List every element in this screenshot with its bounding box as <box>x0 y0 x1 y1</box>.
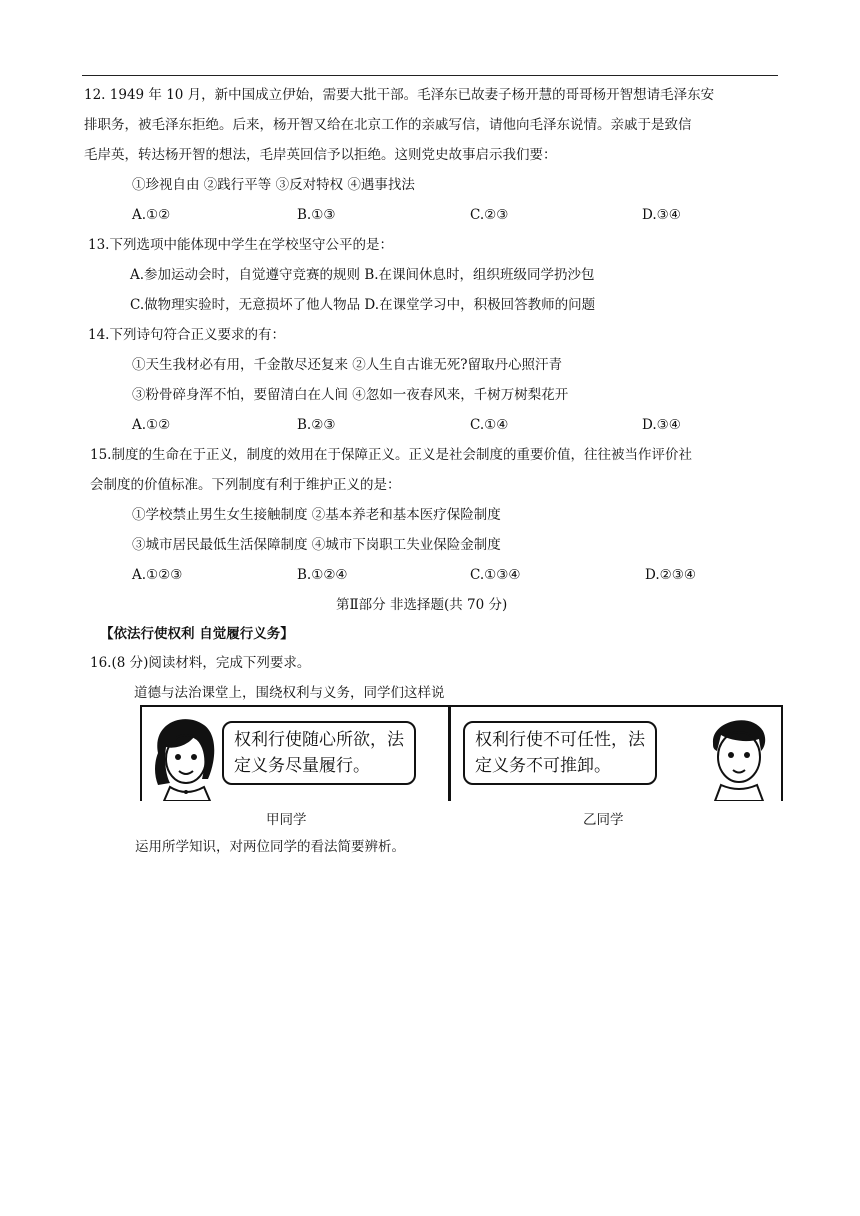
q14-line2: ③粉骨碎身浑不怕，要留清白在人间 ④忽如一夜春风来，千树万树梨花开 <box>132 387 569 403</box>
q13-stem: 13.下列选项中能体现中学生在学校坚守公平的是： <box>88 237 393 253</box>
q13-line1: A.参加运动会时，自觉遵守竞赛的规则 B.在课间休息时，组织班级同学扔沙包 <box>130 267 595 283</box>
caption-right: 乙同学 <box>583 812 624 828</box>
q15-option-b: B.①②④ <box>297 567 348 583</box>
q15-option-d: D.②③④ <box>645 567 696 583</box>
bubble-right-line1: 权利行使不可任性，法 <box>475 730 645 750</box>
q16-task: 运用所学知识，对两位同学的看法简要辨析。 <box>135 839 405 855</box>
header-rule <box>82 75 778 76</box>
q15-line2: 会制度的价值标准。下列制度有利于维护正义的是： <box>90 477 401 493</box>
speech-bubble-right <box>463 721 657 785</box>
q14-option-c: C.①④ <box>470 417 509 433</box>
q16-intro: 道德与法治课堂上，围绕权利与义务，同学们这样说 <box>134 685 445 701</box>
q12-option-c: C.②③ <box>470 207 509 223</box>
q12-option-a: A.①② <box>132 207 171 223</box>
caption-left: 甲同学 <box>266 812 307 828</box>
q15-option-c: C.①③④ <box>470 567 521 583</box>
q14-option-d: D.③④ <box>642 417 681 433</box>
q15-items-2: ③城市居民最低生活保障制度 ④城市下岗职工失业保险金制度 <box>132 537 501 553</box>
q15-line1: 15.制度的生命在于正义，制度的效用在于保障正义。正义是社会制度的重要价值，往往被当作评价社 <box>90 447 692 463</box>
q12-items: ①珍视自由 ②践行平等 ③反对特权 ④遇事找法 <box>132 177 415 193</box>
q14-stem: 14.下列诗句符合正义要求的有： <box>88 327 285 343</box>
girl-figure-icon <box>148 713 222 801</box>
cartoon-panel-left <box>140 705 450 801</box>
q14-option-a: A.①② <box>132 417 171 433</box>
q12-line2: 排职务，被毛泽东拒绝。后来，杨开智又给在北京工作的亲戚写信，请他向毛泽东说情。亲戚于是致信 <box>84 117 692 133</box>
section-title: 【依法行使权利 自觉履行义务】 <box>100 626 294 642</box>
q12-line1: 12. 1949 年 10 月，新中国成立伊始，需要大批干部。毛泽东已故妻子杨开慧的哥哥杨开智想请毛泽东安 <box>84 87 715 103</box>
q13-line2: C.做物理实验时，无意损坏了他人物品 D.在课堂学习中，积极回答教师的问题 <box>130 297 596 313</box>
q15-items-1: ①学校禁止男生女生接触制度 ②基本养老和基本医疗保险制度 <box>132 507 501 523</box>
boy-figure-icon <box>701 713 773 801</box>
q14-line1: ①天生我材必有用，千金散尽还复来 ②人生自古谁无死?留取丹心照汗青 <box>132 357 563 373</box>
q12-option-d: D.③④ <box>642 207 681 223</box>
q15-option-a: A.①②③ <box>132 567 183 583</box>
bubble-right-line2: 定义务不可推卸。 <box>475 756 611 776</box>
part2-title: 第Ⅱ部分 非选择题(共 70 分) <box>336 597 508 613</box>
q12-line3: 毛岸英，转达杨开智的想法，毛岸英回信予以拒绝。这则党史故事启示我们要： <box>84 147 557 163</box>
cartoon-panel-right <box>449 705 783 801</box>
speech-bubble-left <box>222 721 416 785</box>
q14-option-b: B.②③ <box>297 417 336 433</box>
q16-stem: 16.(8 分)阅读材料，完成下列要求。 <box>90 655 311 671</box>
bubble-left-line1: 权利行使随心所欲，法 <box>234 730 404 750</box>
bubble-left-line2: 定义务尽量履行。 <box>234 756 370 776</box>
q12-option-b: B.①③ <box>297 207 336 223</box>
